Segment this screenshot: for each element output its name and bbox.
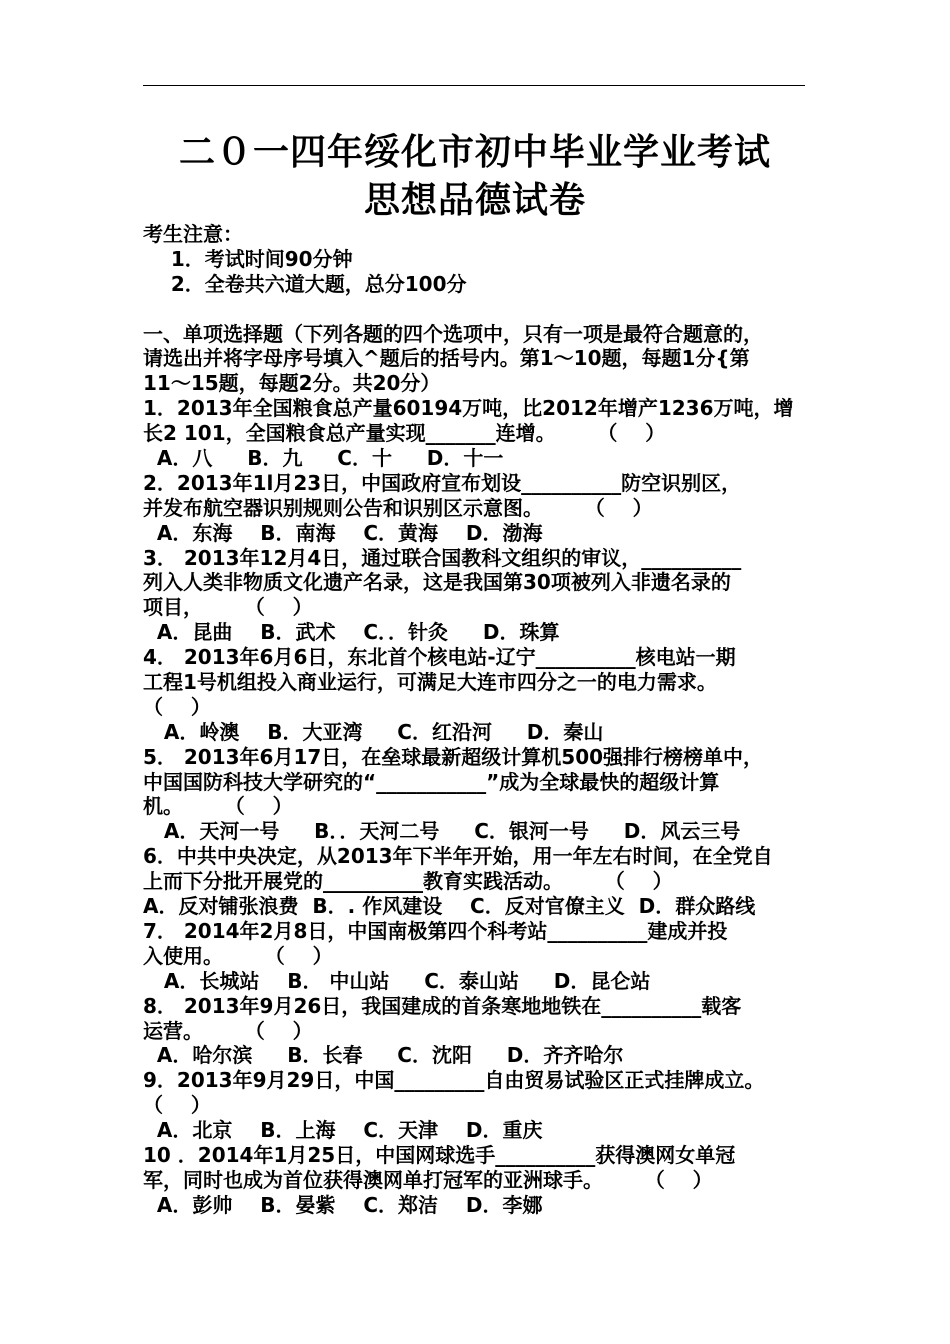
exam-body [143, 222, 808, 1218]
text-line: 运营。 （ ） [143, 1018, 313, 1043]
text-line: 4． 2013年6月6日，东北首个核电站-辽宁__________核电站一期 [143, 645, 736, 670]
text-line: 长2 101，全国粮食总产量实现_______连增。 （ ） [143, 421, 666, 446]
text-line: 上而下分批开展党的__________教育实践活动。 （ ） [143, 869, 673, 894]
text-line: A．昆曲 B．武术 C．．针灸 D．珠算 [143, 620, 560, 645]
text-line: 3． 2013年12月4日，通过联合国教科文组织的审议，__________ [143, 545, 742, 570]
text-line: 6．中共中央决定，从2013年下半年开始，用一年左右时间，在全党自 [143, 844, 773, 869]
text-line [143, 297, 808, 322]
text-line: A．彭帅 B．晏紫 C．郑洁 D．李娜 [143, 1192, 543, 1217]
text-line: 并发布航空器识别规则公告和识别区示意图。 （ ） [143, 495, 653, 520]
text-line: A．八 B．九 C．十 D．十一 [143, 446, 504, 471]
text-line: 11～15题，每题2分。共20分） [143, 371, 441, 396]
text-line: 项目， （ ） [143, 595, 313, 620]
text-line: A．哈尔滨 B．长春 C．沈阳 D．齐齐哈尔 [143, 1043, 624, 1068]
text-line: A．东海 B．南海 C．黄海 D．渤海 [143, 520, 543, 545]
text-line: A．天河一号 B．．天河二号 C．银河一号 D．风云三号 [143, 819, 741, 844]
exam-subtitle: 思想品德试卷 [363, 180, 586, 221]
text-line: 2．全卷共六道大题，总分100分 [143, 271, 467, 296]
top-rule [143, 85, 805, 86]
text-line: 10 ．2014年1月25日，中国网球选手__________获得澳网女单冠 [143, 1142, 736, 1167]
text-line: 2．2013年1l月23日，中国政府宣布划设__________防空识别区， [143, 470, 742, 495]
text-line: 军，同时也成为首位获得澳网单打冠军的亚洲球手。 （ ） [143, 1167, 713, 1192]
text-line: A．长城站 B． 中山站 C．泰山站 D．昆仑站 [143, 968, 651, 993]
text-line: 一、单项选择题（下列各题的四个选项中，只有一项是最符合题意的， [143, 321, 763, 346]
text-line: 7． 2014年2月8日，中国南极第四个科考站__________建成并投 [143, 918, 728, 943]
text-line: 1．考试时间90分钟 [143, 246, 353, 271]
text-line: 中国国防科技大学研究的“___________”成为全球最快的超级计算 [143, 769, 720, 794]
text-line: 5． 2013年6月17日，在垒球最新超级计算机500强排行榜榜单中， [143, 744, 764, 769]
text-line: 列入人类非物质文化遗产名录，这是我国第30项被列入非遗名录的 [143, 570, 731, 595]
text-line: 入使用。 （ ） [143, 943, 333, 968]
text-line: 考生注意： [143, 222, 243, 246]
text-line: 工程1号机组投入商业运行，可满足大连市四分之一的电力需求。 [143, 670, 717, 695]
text-line: 9．2013年9月29日，中国_________自由贸易试验区正式挂牌成立。 [143, 1068, 765, 1093]
text-line: 8． 2013年9月26日，我国建成的首条寒地地铁在__________载客 [143, 993, 742, 1018]
text-line: A．岭澳 B．大亚湾 C．红沿河 D．秦山 [143, 719, 604, 744]
exam-title: 二０一四年绥化市初中毕业学业考试 [178, 132, 771, 173]
text-line: （ ） [143, 1093, 211, 1118]
text-line: A．北京 B．上海 C．天津 D．重庆 [143, 1118, 543, 1143]
text-line: A．反对铺张浪费 B．. 作风建设 C．反对官僚主义 D．群众路线 [143, 894, 756, 919]
text-line: 机。 （ ） [143, 794, 293, 819]
text-line: （ ） [143, 694, 211, 719]
text-line: 1．2013年全国粮食总产量60194万吨，比2012年增产1236万吨，增 [143, 396, 794, 421]
text-line: 请选出并将字母序号填入^题后的括号内。第1～10题，每题1分{第 [143, 346, 750, 371]
